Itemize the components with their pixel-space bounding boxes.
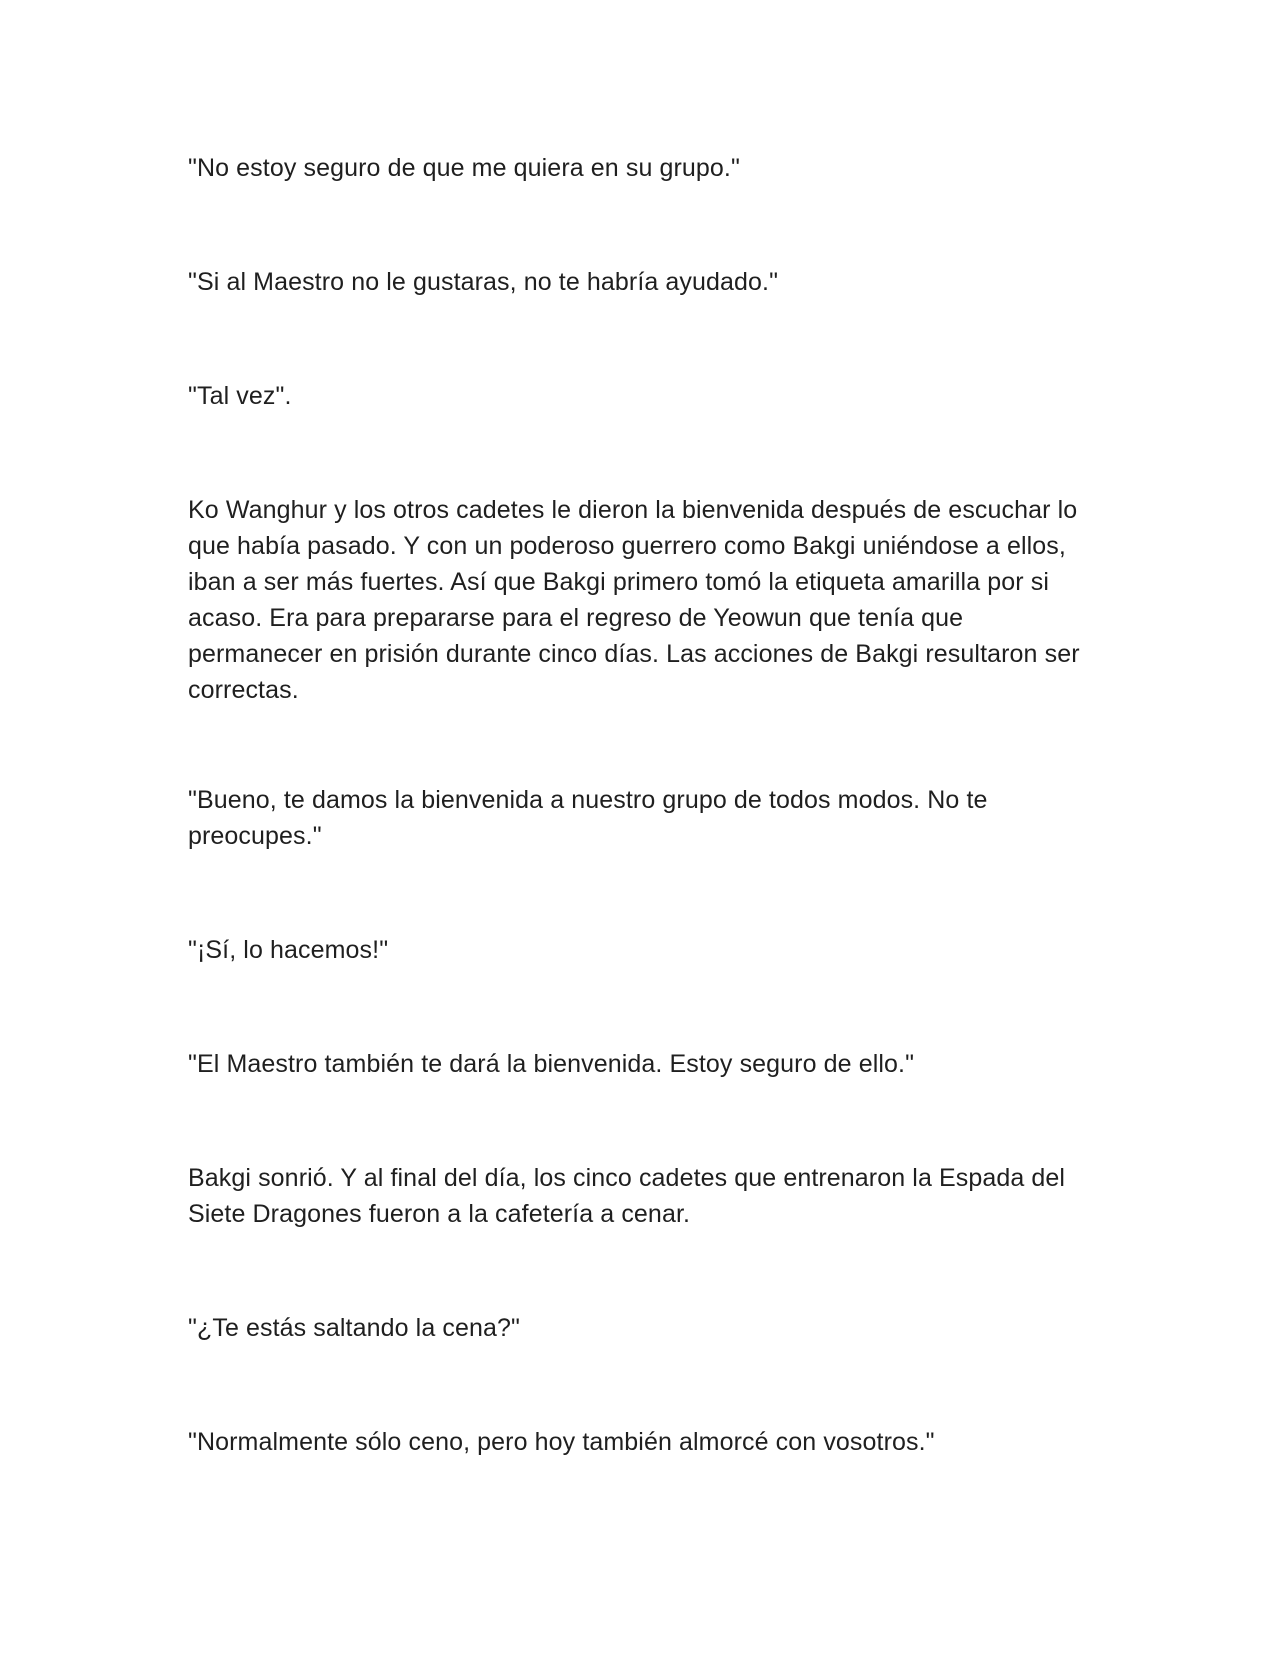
narrative-paragraph: Ko Wanghur y los otros cadetes le dieron la bienvenida después de escuchar lo que había pasado. Y con un poderoso guerrero como Bakgi uniéndose a ellos, iban a ser más fuertes. Así que Bakgi primero tomó la etiqueta amarilla por si acaso. Era para prepararse para el regreso de Yeowun que tenía que permanecer en prisión durante cinco días. Las acciones de Bakgi resultaron ser correctas. — [188, 496, 1080, 704]
dialogue-paragraph: "¿Te estás saltando la cena?" — [188, 1314, 520, 1342]
dialogue-paragraph: "No estoy seguro de que me quiera en su grupo." — [188, 154, 740, 182]
dialogue-paragraph: "Bueno, te damos la bienvenida a nuestro grupo de todos modos. No te preocupes." — [188, 786, 988, 850]
dialogue-paragraph: "Si al Maestro no le gustaras, no te habría ayudado." — [188, 268, 779, 296]
narrative-paragraph: Bakgi sonrió. Y al final del día, los cinco cadetes que entrenaron la Espada del Siete Dragones fueron a la cafetería a cenar. — [188, 1164, 1066, 1228]
dialogue-paragraph: "Normalmente sólo ceno, pero hoy también almorcé con vosotros." — [188, 1428, 935, 1456]
dialogue-paragraph: "El Maestro también te dará la bienvenida. Estoy seguro de ello." — [188, 1050, 915, 1078]
dialogue-paragraph: "¡Sí, lo hacemos!" — [188, 936, 389, 964]
dialogue-paragraph: "Tal vez". — [188, 382, 292, 410]
